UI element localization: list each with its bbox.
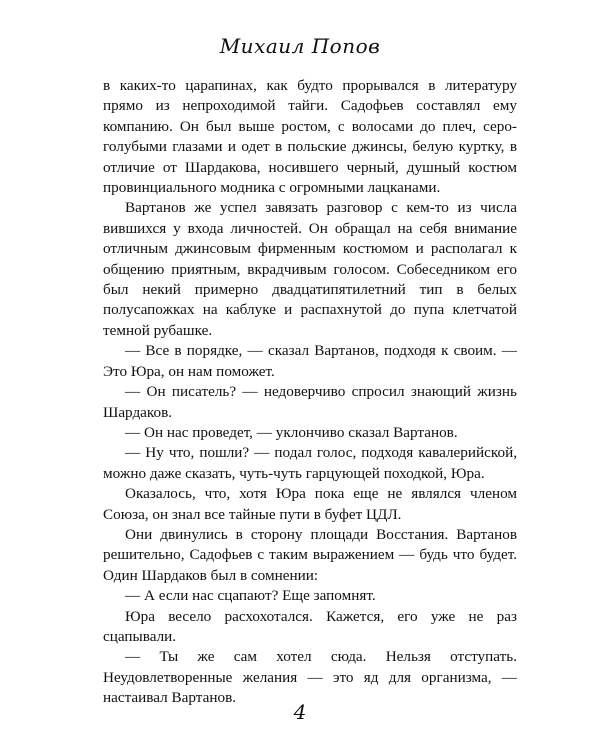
paragraph: — Он писатель? — недоверчиво спросил знающий жизнь Шардаков. <box>103 383 517 421</box>
paragraph: в каких-то царапинах, как будто прорывался в литературу прямо из непроходимой тайги. Садофьев составлял ему компанию. Он был выше ростом, с волосами до плеч, серо-голубыми глазами и одет в польские джинсы, белую куртку, в отличие от Шардакова, носившего черный, душный костюм провинциального модника с огромными лацканами. <box>103 77 517 197</box>
paragraph: — Он нас проведет, — уклончиво сказал Вартанов. <box>125 423 458 441</box>
paragraph: Юра весело расхохотался. Кажется, его уже не раз сцапывали. <box>103 607 517 645</box>
page-number: 4 <box>293 700 307 724</box>
body-text <box>103 76 517 709</box>
paragraph: Оказалось, что, хотя Юра пока еще не являлся членом Союза, он знал все тайные пути в буфет ЦДЛ. <box>103 485 517 523</box>
paragraph: — Ты же сам хотел сюда. Нельзя отступать. Неудовлетворенные желания — это яд для организма, — настаивал Вартанов. <box>103 648 517 707</box>
paragraph: Они двинулись в сторону площади Восстания. Вартанов решительно, Садофьев с таким выражением — будь что будет. Один Шардаков был в сомнении: <box>103 525 517 584</box>
paragraph: — Ну что, пошли? — подал голос, подходя кавалерийской, можно даже сказать, чуть-чуть гарцующей походкой, Юра. <box>103 444 517 482</box>
paragraph: — Все в порядке, — сказал Вартанов, подходя к своим. — Это Юра, он нам поможет. <box>103 342 517 380</box>
paragraph: Вартанов же успел завязать разговор с кем-то из числа вившихся у входа личностей. Он обращал на себя внимание отличным джинсовым фирменным костюмом и располагал к общению приятным, вкрадчивым голосом. Собеседником его был некий примерно двадцатипятилетний тип в белых полусапожках на каблуке и распахнутой до пупа клетчатой темной рубашке. <box>103 199 517 339</box>
paragraph: — А если нас сцапают? Еще запомнят. <box>125 587 376 605</box>
running-header-author: Михаил Попов <box>219 34 381 58</box>
